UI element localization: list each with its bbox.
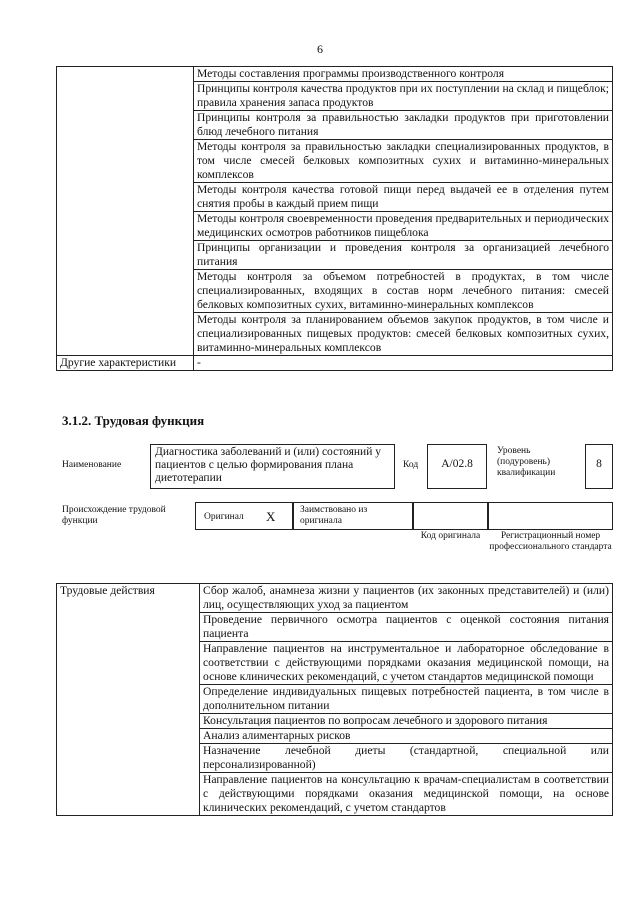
knowledge-item: Методы контроля своевременности проведения предварительных и периодических медицинских осмотров работников пищеблока	[194, 212, 613, 241]
table-row	[57, 356, 613, 371]
table-row	[57, 67, 613, 82]
knowledge-item: Методы составления программы производственного контроля	[194, 67, 613, 82]
borrowed-box	[293, 502, 413, 530]
original-box	[195, 502, 293, 530]
origin-label: Происхождение трудовой функции	[62, 505, 166, 526]
knowledge-item: Принципы контроля качества продуктов при их поступлении на склад и пищеблок; правила хранения запаса продуктов	[194, 82, 613, 111]
knowledge-item: Методы контроля за планированием объемов закупок продуктов, в том числе и специализированных пищевых продуктов: смесей белковых композитных сухих, витаминно-минеральных комплексов	[194, 313, 613, 356]
reg-number-caption: Регистрационный номер профессионального стандарта	[489, 531, 612, 552]
original-label: Оригинал	[204, 512, 244, 522]
other-characteristics-label: Другие характеристики	[57, 356, 194, 371]
knowledge-item: Принципы организации и проведения контроля за организацией лечебного питания	[194, 241, 613, 270]
borrowed-label: Заимствовано из оригинала	[300, 505, 368, 526]
code-box	[427, 444, 487, 489]
table-left-cell	[57, 67, 194, 356]
knowledge-table	[56, 66, 613, 371]
labour-actions-table	[56, 583, 613, 816]
function-name-value: Диагностика заболеваний и (или) состояний у пациентов с целью формирования плана диетотерапии	[155, 446, 381, 484]
action-item: Направление пациентов на консультацию к врачам-специалистам в соответствии с действующими порядками оказания медицинской помощи, на основе клинических рекомендаций, с учетом стандартов	[200, 773, 613, 816]
action-item: Определение индивидуальных пищевых потребностей пациента, в том числе в дополнительном питании	[200, 685, 613, 714]
page-number: 6	[317, 42, 323, 56]
code-label: Код	[403, 460, 419, 470]
reg-number-box	[488, 502, 613, 530]
knowledge-item: Методы контроля качества готовой пищи перед выдачей ее в отделения путем снятия пробы в каждый прием пищи	[194, 183, 613, 212]
action-item: Сбор жалоб, анамнеза жизни у пациентов (их законных представителей) и (или) лиц, осуществляющих уход за пациентом	[200, 584, 613, 613]
action-item: Направление пациентов на инструментальное и лабораторное обследование в соответствии с действующими порядками оказания медицинской помощи, на основе клинических рекомендаций, с учетом стандартов медицинской помощи	[200, 642, 613, 685]
original-code-box	[413, 502, 488, 530]
original-mark: X	[266, 509, 276, 524]
action-item: Назначение лечебной диеты (стандартной, специальной или персонализированной)	[200, 744, 613, 773]
function-name-box	[150, 444, 395, 489]
action-item: Консультация пациентов по вопросам лечебного и здорового питания	[200, 714, 613, 729]
qualification-level-label: Уровень (подуровень) квалификации	[497, 446, 556, 478]
knowledge-item: Методы контроля за объемом потребностей в продуктах, в том числе специализированных, входящих в состав норм лечебного питания: смесей белковых композитных сухих, витаминно-минеральных комплексов	[194, 270, 613, 313]
labour-actions-label: Трудовые действия	[57, 584, 200, 816]
name-label: Наименование	[62, 460, 122, 470]
section-heading: 3.1.2. Трудовая функция	[62, 413, 205, 428]
level-value: 8	[596, 458, 602, 470]
table-row	[57, 584, 613, 613]
knowledge-item: Методы контроля за правильностью закладки специализированных продуктов, в том числе смесей белковых композитных сухих и витаминно-минеральных комплексов	[194, 140, 613, 183]
code-value: A/02.8	[441, 458, 473, 470]
original-code-caption: Код оригинала	[420, 531, 481, 541]
action-item: Проведение первичного осмотра пациентов с оценкой состояния питания пациента	[200, 613, 613, 642]
level-box	[585, 444, 613, 489]
knowledge-item: Принципы контроля за правильностью закладки продуктов при приготовлении блюд лечебного питания	[194, 111, 613, 140]
other-characteristics-value: -	[194, 356, 613, 371]
action-item: Анализ алиментарных рисков	[200, 729, 613, 744]
